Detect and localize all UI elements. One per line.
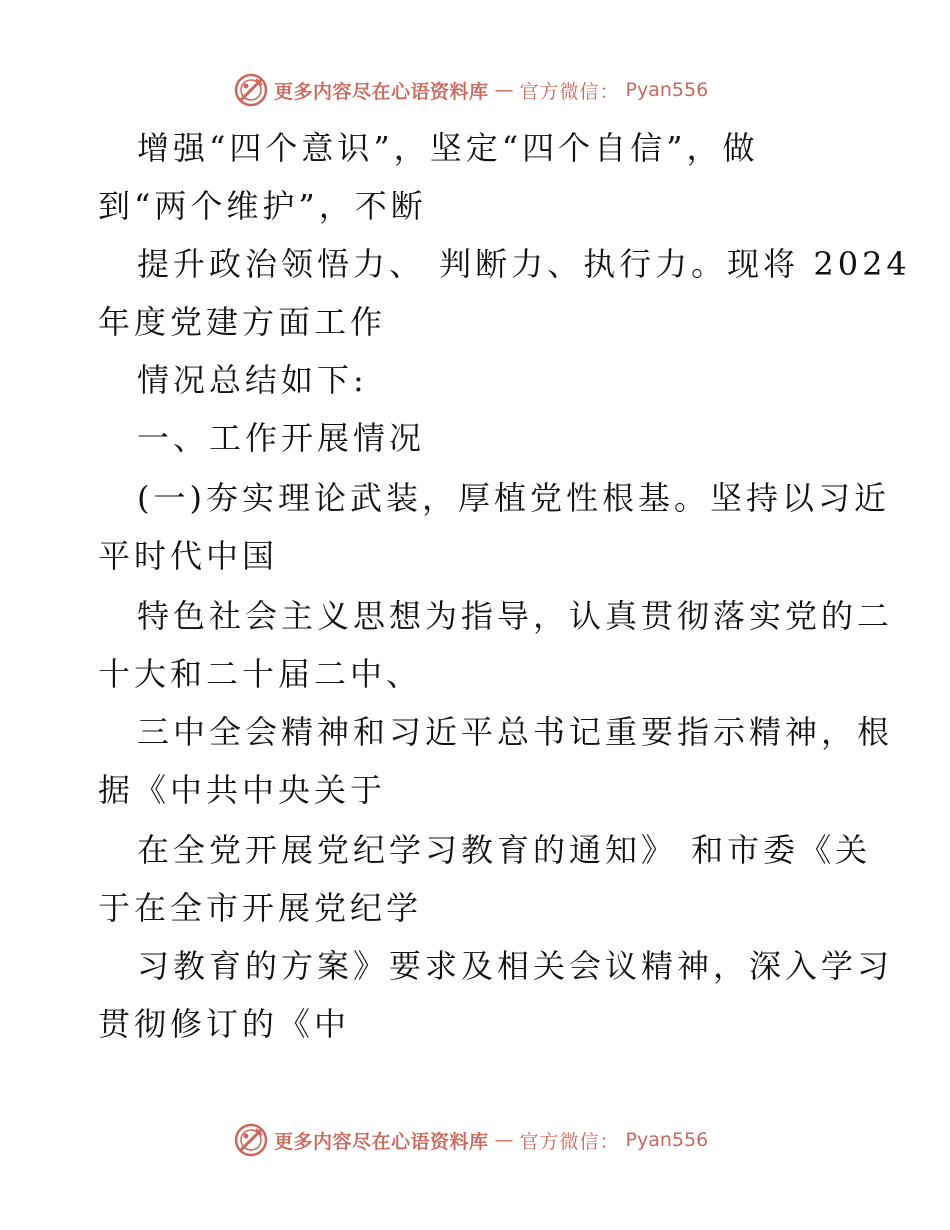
text-line: 平时代中国 [98,537,279,575]
watermark-wechat-id: Pyan556 [625,1129,709,1151]
text-line: 年度党建方面工作 [98,303,387,341]
text-line: 在全党开展党纪学习教育的通知》 和市委《关 [137,831,872,869]
text-line: 贯彻修订的《中 [98,1005,351,1043]
watermark-site-text: 更多内容尽在心语资料库 [274,1130,489,1153]
text-line: 增强“四个意识”，坚定“四个自信”，做 [137,129,759,167]
text-line: 三中全会精神和习近平总书记重要指示精神，根 [137,713,894,751]
text-line: (一)夯实理论武装，厚植党性根基。坚持以习近 [137,479,890,517]
watermark-dash: — [494,1129,514,1151]
text-line: 提升政治领悟力、 判断力、执行力。现将 2024 [137,245,911,283]
text-line: 习教育的方案》要求及相关会议精神，深入学习 [137,947,894,985]
footer-watermark [234,1122,708,1158]
watermark-wechat-label: 官方微信： [519,1130,620,1153]
watermark-site-text: 更多内容尽在心语资料库 [274,80,489,103]
watermark-wechat-label: 官方微信： [519,80,620,103]
text-line: 到“两个维护”，不断 [98,187,427,225]
text-line: 情况总结如下: [137,361,368,399]
brand-logo-icon [234,73,268,107]
text-line: 据《中共中央关于 [98,771,387,809]
watermark-dash: — [494,79,514,101]
text-line: 十大和二十届二中、 [98,655,423,693]
text-line: 特色社会主义思想为指导，认真贯彻落实党的二 [137,597,894,635]
header-watermark [234,72,708,108]
watermark-wechat-id: Pyan556 [625,79,709,101]
section-heading: 一、工作开展情况 [137,419,426,457]
text-line: 于在全市开展党纪学 [98,889,423,927]
brand-logo-icon [234,1123,268,1157]
